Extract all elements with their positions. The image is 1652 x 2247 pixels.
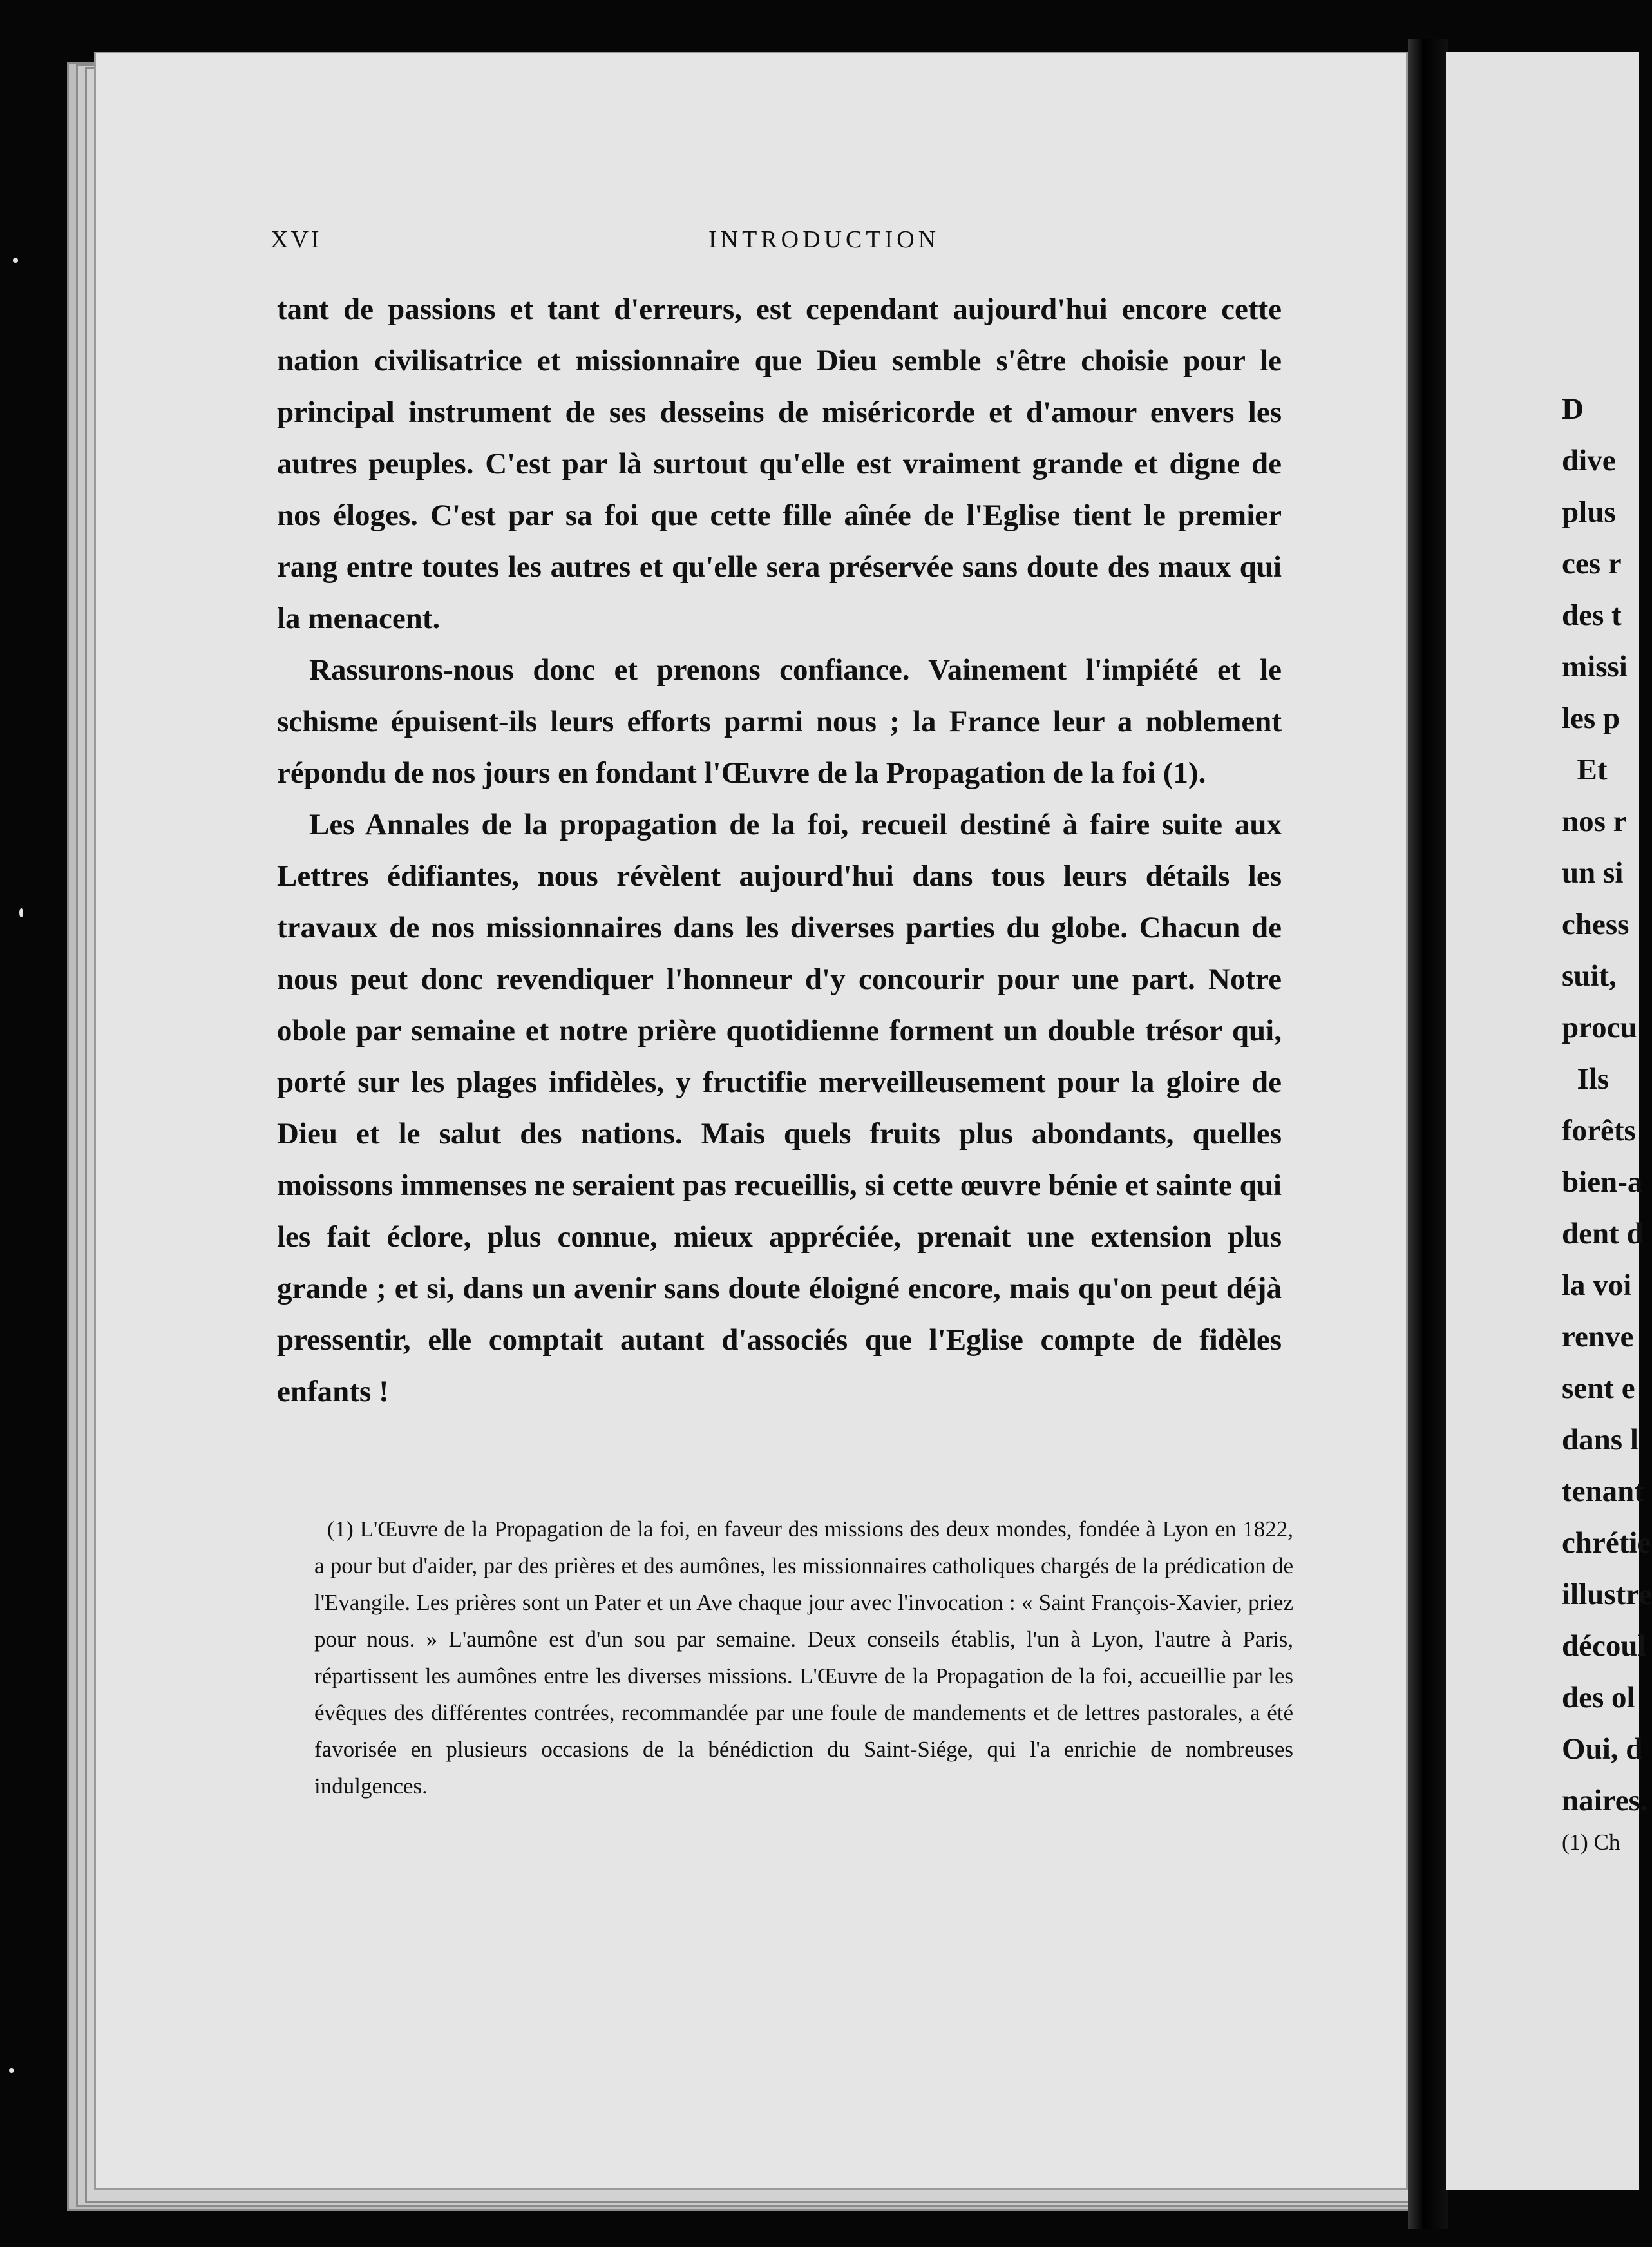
running-title: INTRODUCTION: [708, 226, 940, 253]
paragraph: tant de passions et tant d'erreurs, est cependant aujourd'hui encore cette nation civilisatrice et missionnaire que Dieu semble s'être choisie pour le principal instrument de ses desseins de miséricorde et d'amour envers les autres peuples. C'est par là surtout qu'elle est vraiment grande et digne de nos éloges. C'est par sa foi que cette fille aînée de l'Eglise tient le premier rang entre toutes les autres et qu'elle sera préservée sans doute des maux qui la menacent.: [277, 292, 1282, 635]
dust-speck: [19, 908, 23, 917]
right-page-footnote: (1) Ch: [1562, 1830, 1620, 1855]
paragraph: Rassurons-nous donc et prenons confiance. Vainement l'impiété et le schisme épuisent-ils leurs efforts parmi nous ; la France leur a noblement répondu de nos jours en fondant l'Œuvre de la Propagation de la foi (1).: [277, 653, 1282, 790]
page-number: XVI: [271, 226, 322, 253]
right-page: [1446, 52, 1652, 2190]
book-gutter: [1408, 39, 1448, 2229]
right-page-text: D dive plus ces r des t missi les p Et nos r un si chess suit, procu Ils forêts bien-a dent d la voi renve sent e dans l tenant chrétie illustre découl des ol Oui, d naires.: [1562, 392, 1652, 1817]
dust-speck: [9, 2068, 14, 2073]
footnote: [314, 1511, 1293, 1804]
footnote-text: (1) L'Œuvre de la Propagation de la foi, en faveur des missions des deux mondes, fondée à Lyon en 1822, a pour but d'aider, par des prières et des aumônes, les missionnaires catholiques chargés de la prédication de l'Evangile. Les prières sont un Pater et un Ave chaque jour avec l'invocation : « Saint François-Xavier, priez pour nous. » L'aumône est d'un sou par semaine. Deux conseils établis, l'un à Lyon, l'autre à Paris, répartissent les aumônes entre les diverses missions. L'Œuvre de la Propagation de la foi, accueillie par les évêques des différentes contrées, recommandée par une foule de mandements et de lettres pastorales, a été favorisée en plusieurs occasions de la bénédiction du Saint-Siége, qui l'a enrichie de nombreuses indulgences.: [314, 1516, 1293, 1799]
paragraph: Les Annales de la propagation de la foi, recueil destiné à faire suite aux Lettres édifiantes, nous révèlent aujourd'hui dans tous leurs détails les travaux de nos missionnaires dans les diverses parties du globe. Chacun de nous peut donc revendiquer l'honneur d'y concourir pour une part. Notre obole par semaine et notre prière quotidienne forment un double trésor qui, porté sur les plages infidèles, y fructifie merveilleusement pour la gloire de Dieu et le salut des nations. Mais quels fruits plus abondants, quelles moissons immenses ne seraient pas recueillis, si cette œuvre bénie et sainte qui les fait éclore, plus connue, mieux appréciée, prenait une extension plus grande ; et si, dans un avenir sans doute éloigné encore, mais qu'on peut déjà pressentir, elle comptait autant d'associés que l'Eglise compte de fidèles enfants !: [277, 808, 1282, 1408]
running-head: [271, 225, 1288, 264]
dust-speck: [13, 258, 18, 263]
main-text: [277, 283, 1282, 1417]
